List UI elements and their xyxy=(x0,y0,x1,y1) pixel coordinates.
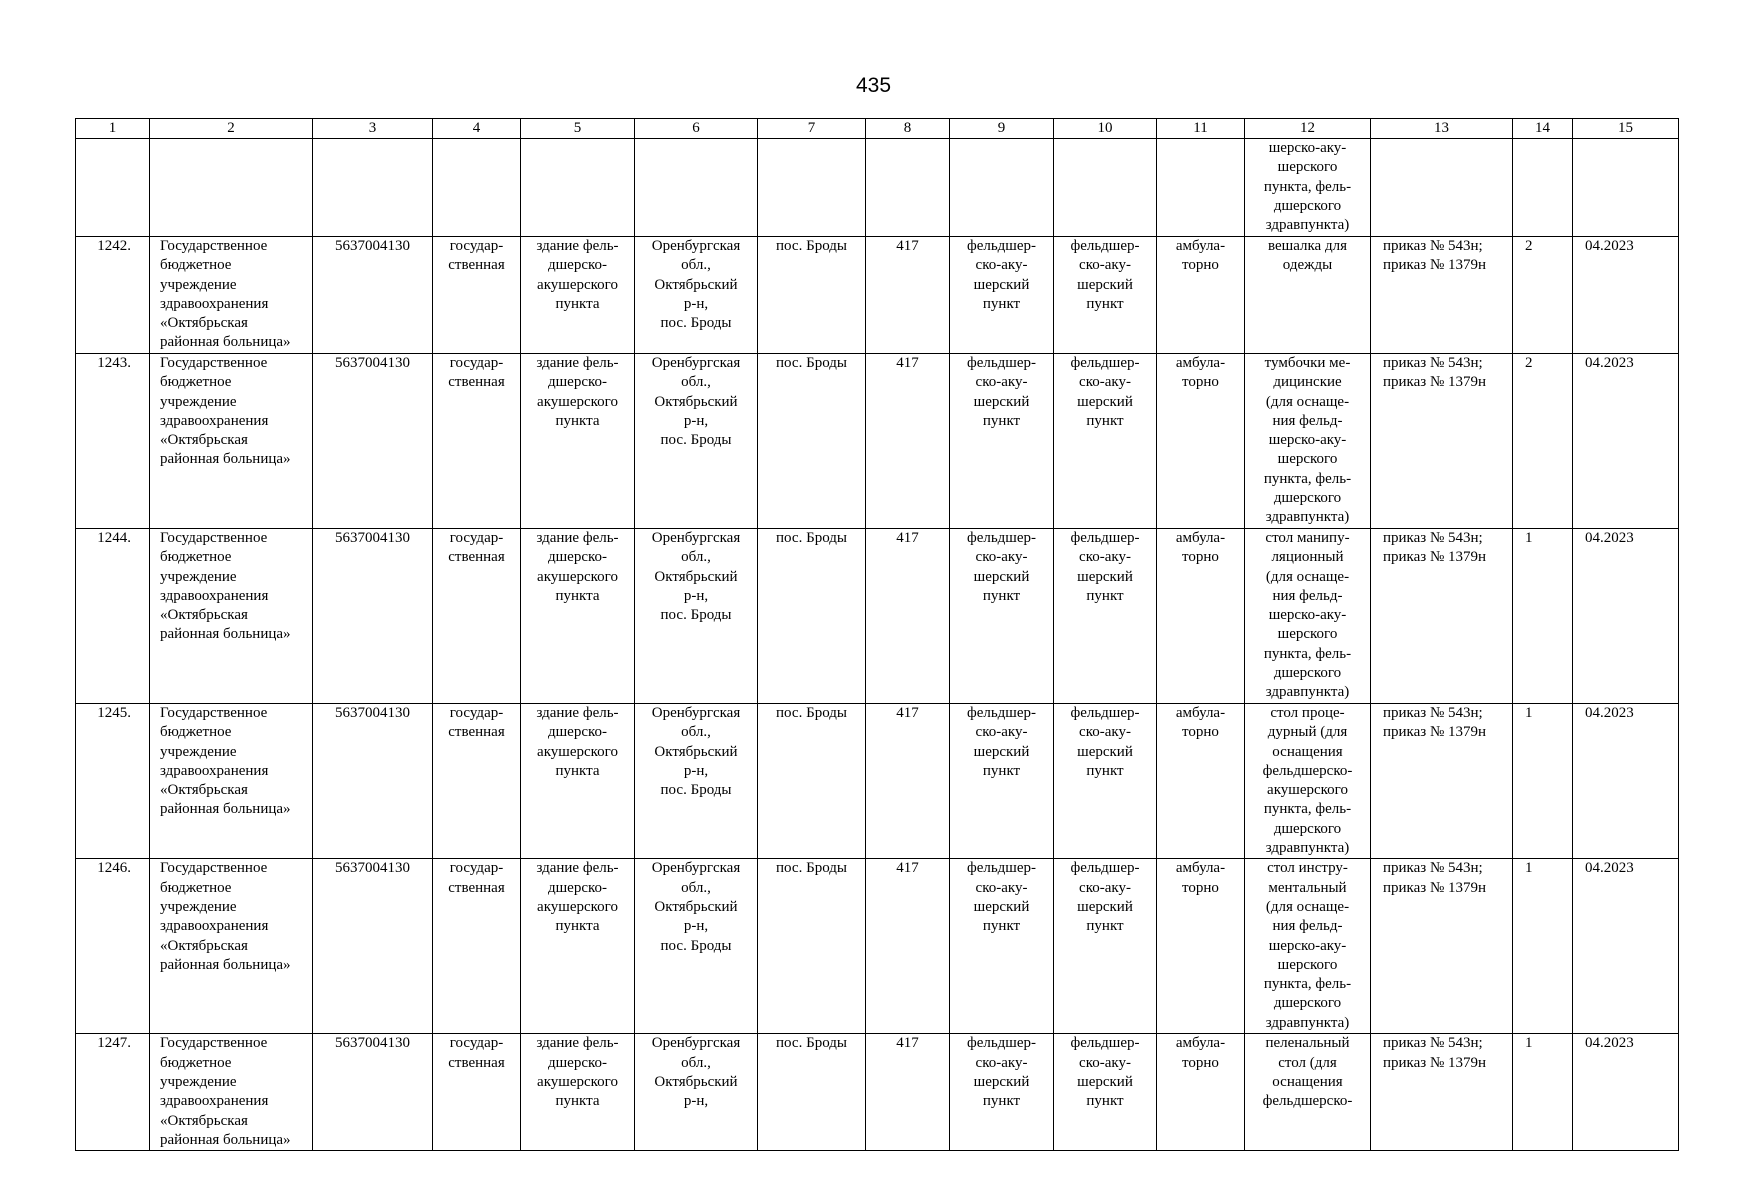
locality: пос. Броды xyxy=(758,354,866,529)
date: 04.2023 xyxy=(1573,704,1679,859)
quantity: 1 xyxy=(1513,529,1573,704)
order-reference: приказ № 543н; приказ № 1379н xyxy=(1371,354,1513,529)
facility-type-2: фельдшер- ско-аку- шерский пункт xyxy=(1054,859,1157,1034)
table-row xyxy=(76,237,1679,354)
row-number: 1244. xyxy=(76,529,150,704)
organization-name: Государственное бюджетное учреждение здравоохранения «Октябрьская районная больница» xyxy=(150,354,313,529)
item-cell: стол проце- дурный (для оснащения фельдшерско- акушерского пункта, фель- дшерского здравпункта) xyxy=(1245,704,1371,859)
address: Оренбургская обл., Октябрьский р-н, пос. Броды xyxy=(635,859,758,1034)
locality: пос. Броды xyxy=(758,237,866,354)
locality: пос. Броды xyxy=(758,704,866,859)
facility-type: фельдшер- ско-аку- шерский пункт xyxy=(950,354,1054,529)
address: Оренбургская обл., Октябрьский р-н, пос. Броды xyxy=(635,529,758,704)
care-type: амбула- торно xyxy=(1157,1034,1245,1151)
quantity: 2 xyxy=(1513,237,1573,354)
facility-type-2: фельдшер- ско-аку- шерский пункт xyxy=(1054,1034,1157,1151)
column-number: 3 xyxy=(313,119,433,139)
item-cell xyxy=(1245,139,1371,237)
row-number: 1247. xyxy=(76,1034,150,1151)
inn: 5637004130 xyxy=(313,529,433,704)
building-type: здание фель- дшерско- акушерского пункта xyxy=(521,354,635,529)
care-type: амбула- торно xyxy=(1157,704,1245,859)
locality: пос. Броды xyxy=(758,1034,866,1151)
order-reference: приказ № 543н; приказ № 1379н xyxy=(1371,704,1513,859)
ownership: государ- ственная xyxy=(433,529,521,704)
table-row-continuation xyxy=(76,139,1679,237)
address: Оренбургская обл., Октябрьский р-н, пос. Броды xyxy=(635,237,758,354)
column-number: 15 xyxy=(1573,119,1679,139)
ownership: государ- ственная xyxy=(433,237,521,354)
code: 417 xyxy=(866,529,950,704)
order-reference: приказ № 543н; приказ № 1379н xyxy=(1371,859,1513,1034)
building-type: здание фель- дшерско- акушерского пункта xyxy=(521,704,635,859)
row-number: 1245. xyxy=(76,704,150,859)
locality: пос. Броды xyxy=(758,529,866,704)
address: Оренбургская обл., Октябрьский р-н, пос. Броды xyxy=(635,354,758,529)
column-number: 9 xyxy=(950,119,1054,139)
column-number: 10 xyxy=(1054,119,1157,139)
date: 04.2023 xyxy=(1573,237,1679,354)
table-row xyxy=(76,529,1679,704)
facility-type-2: фельдшер- ско-аку- шерский пункт xyxy=(1054,529,1157,704)
column-number-row xyxy=(76,119,1679,139)
column-number: 2 xyxy=(150,119,313,139)
column-number: 1 xyxy=(76,119,150,139)
column-number: 13 xyxy=(1371,119,1513,139)
item-text: шерско-аку- шерского пункта, фель- дшерского здравпункта) xyxy=(1263,140,1352,234)
inn: 5637004130 xyxy=(313,704,433,859)
organization-name: Государственное бюджетное учреждение здравоохранения «Октябрьская районная больница» xyxy=(150,859,313,1034)
column-number: 8 xyxy=(866,119,950,139)
quantity: 1 xyxy=(1513,859,1573,1034)
column-number: 7 xyxy=(758,119,866,139)
date: 04.2023 xyxy=(1573,529,1679,704)
order-reference: приказ № 543н; приказ № 1379н xyxy=(1371,237,1513,354)
facility-type: фельдшер- ско-аку- шерский пункт xyxy=(950,1034,1054,1151)
code: 417 xyxy=(866,237,950,354)
building-type: здание фель- дшерско- акушерского пункта xyxy=(521,1034,635,1151)
column-number: 5 xyxy=(521,119,635,139)
facility-type: фельдшер- ско-аку- шерский пункт xyxy=(950,859,1054,1034)
ownership: государ- ственная xyxy=(433,704,521,859)
organization-name: Государственное бюджетное учреждение здравоохранения «Октябрьская районная больница» xyxy=(150,1034,313,1151)
registry-table xyxy=(75,118,1679,1151)
item-cell: пеленальный стол (для оснащения фельдшерско- xyxy=(1245,1034,1371,1151)
ownership: государ- ственная xyxy=(433,859,521,1034)
row-number: 1243. xyxy=(76,354,150,529)
quantity: 1 xyxy=(1513,704,1573,859)
table-row xyxy=(76,354,1679,529)
organization-name: Государственное бюджетное учреждение здравоохранения «Октябрьская районная больница» xyxy=(150,237,313,354)
row-number: 1246. xyxy=(76,859,150,1034)
code: 417 xyxy=(866,859,950,1034)
building-type: здание фель- дшерско- акушерского пункта xyxy=(521,237,635,354)
item-cell: вешалка для одежды xyxy=(1245,237,1371,354)
code: 417 xyxy=(866,704,950,859)
table-row xyxy=(76,859,1679,1034)
care-type: амбула- торно xyxy=(1157,859,1245,1034)
item-cell: тумбочки ме- дицинские (для оснаще- ния фельд- шерско-аку- шерского пункта, фель- дшерского здравпункта) xyxy=(1245,354,1371,529)
code: 417 xyxy=(866,354,950,529)
item-cell: стол инстру- ментальный (для оснаще- ния фельд- шерско-аку- шерского пункта, фель- дшерского здравпункта) xyxy=(1245,859,1371,1034)
facility-type: фельдшер- ско-аку- шерский пункт xyxy=(950,237,1054,354)
address: Оренбургская обл., Октябрьский р-н, xyxy=(635,1034,758,1151)
organization-name: Государственное бюджетное учреждение здравоохранения «Октябрьская районная больница» xyxy=(150,704,313,859)
column-number: 14 xyxy=(1513,119,1573,139)
care-type: амбула- торно xyxy=(1157,529,1245,704)
date: 04.2023 xyxy=(1573,859,1679,1034)
column-number: 11 xyxy=(1157,119,1245,139)
column-number: 6 xyxy=(635,119,758,139)
date: 04.2023 xyxy=(1573,354,1679,529)
care-type: амбула- торно xyxy=(1157,354,1245,529)
order-reference: приказ № 543н; приказ № 1379н xyxy=(1371,529,1513,704)
organization-name: Государственное бюджетное учреждение здравоохранения «Октябрьская районная больница» xyxy=(150,529,313,704)
quantity: 2 xyxy=(1513,354,1573,529)
inn: 5637004130 xyxy=(313,237,433,354)
row-number: 1242. xyxy=(76,237,150,354)
code: 417 xyxy=(866,1034,950,1151)
inn: 5637004130 xyxy=(313,354,433,529)
date: 04.2023 xyxy=(1573,1034,1679,1151)
table-row xyxy=(76,704,1679,859)
table-row xyxy=(76,1034,1679,1151)
order-reference: приказ № 543н; приказ № 1379н xyxy=(1371,1034,1513,1151)
ownership: государ- ственная xyxy=(433,354,521,529)
facility-type-2: фельдшер- ско-аку- шерский пункт xyxy=(1054,237,1157,354)
column-number: 12 xyxy=(1245,119,1371,139)
inn: 5637004130 xyxy=(313,859,433,1034)
locality: пос. Броды xyxy=(758,859,866,1034)
facility-type-2: фельдшер- ско-аку- шерский пункт xyxy=(1054,354,1157,529)
facility-type: фельдшер- ско-аку- шерский пункт xyxy=(950,704,1054,859)
quantity: 1 xyxy=(1513,1034,1573,1151)
facility-type: фельдшер- ско-аку- шерский пункт xyxy=(950,529,1054,704)
address: Оренбургская обл., Октябрьский р-н, пос. Броды xyxy=(635,704,758,859)
item-cell: стол манипу- ляционный (для оснаще- ния фельд- шерско-аку- шерского пункта, фель- дшерского здравпункта) xyxy=(1245,529,1371,704)
column-number: 4 xyxy=(433,119,521,139)
inn: 5637004130 xyxy=(313,1034,433,1151)
building-type: здание фель- дшерско- акушерского пункта xyxy=(521,859,635,1034)
facility-type-2: фельдшер- ско-аку- шерский пункт xyxy=(1054,704,1157,859)
ownership: государ- ственная xyxy=(433,1034,521,1151)
care-type: амбула- торно xyxy=(1157,237,1245,354)
building-type: здание фель- дшерско- акушерского пункта xyxy=(521,529,635,704)
page-number: 435 xyxy=(855,74,892,97)
